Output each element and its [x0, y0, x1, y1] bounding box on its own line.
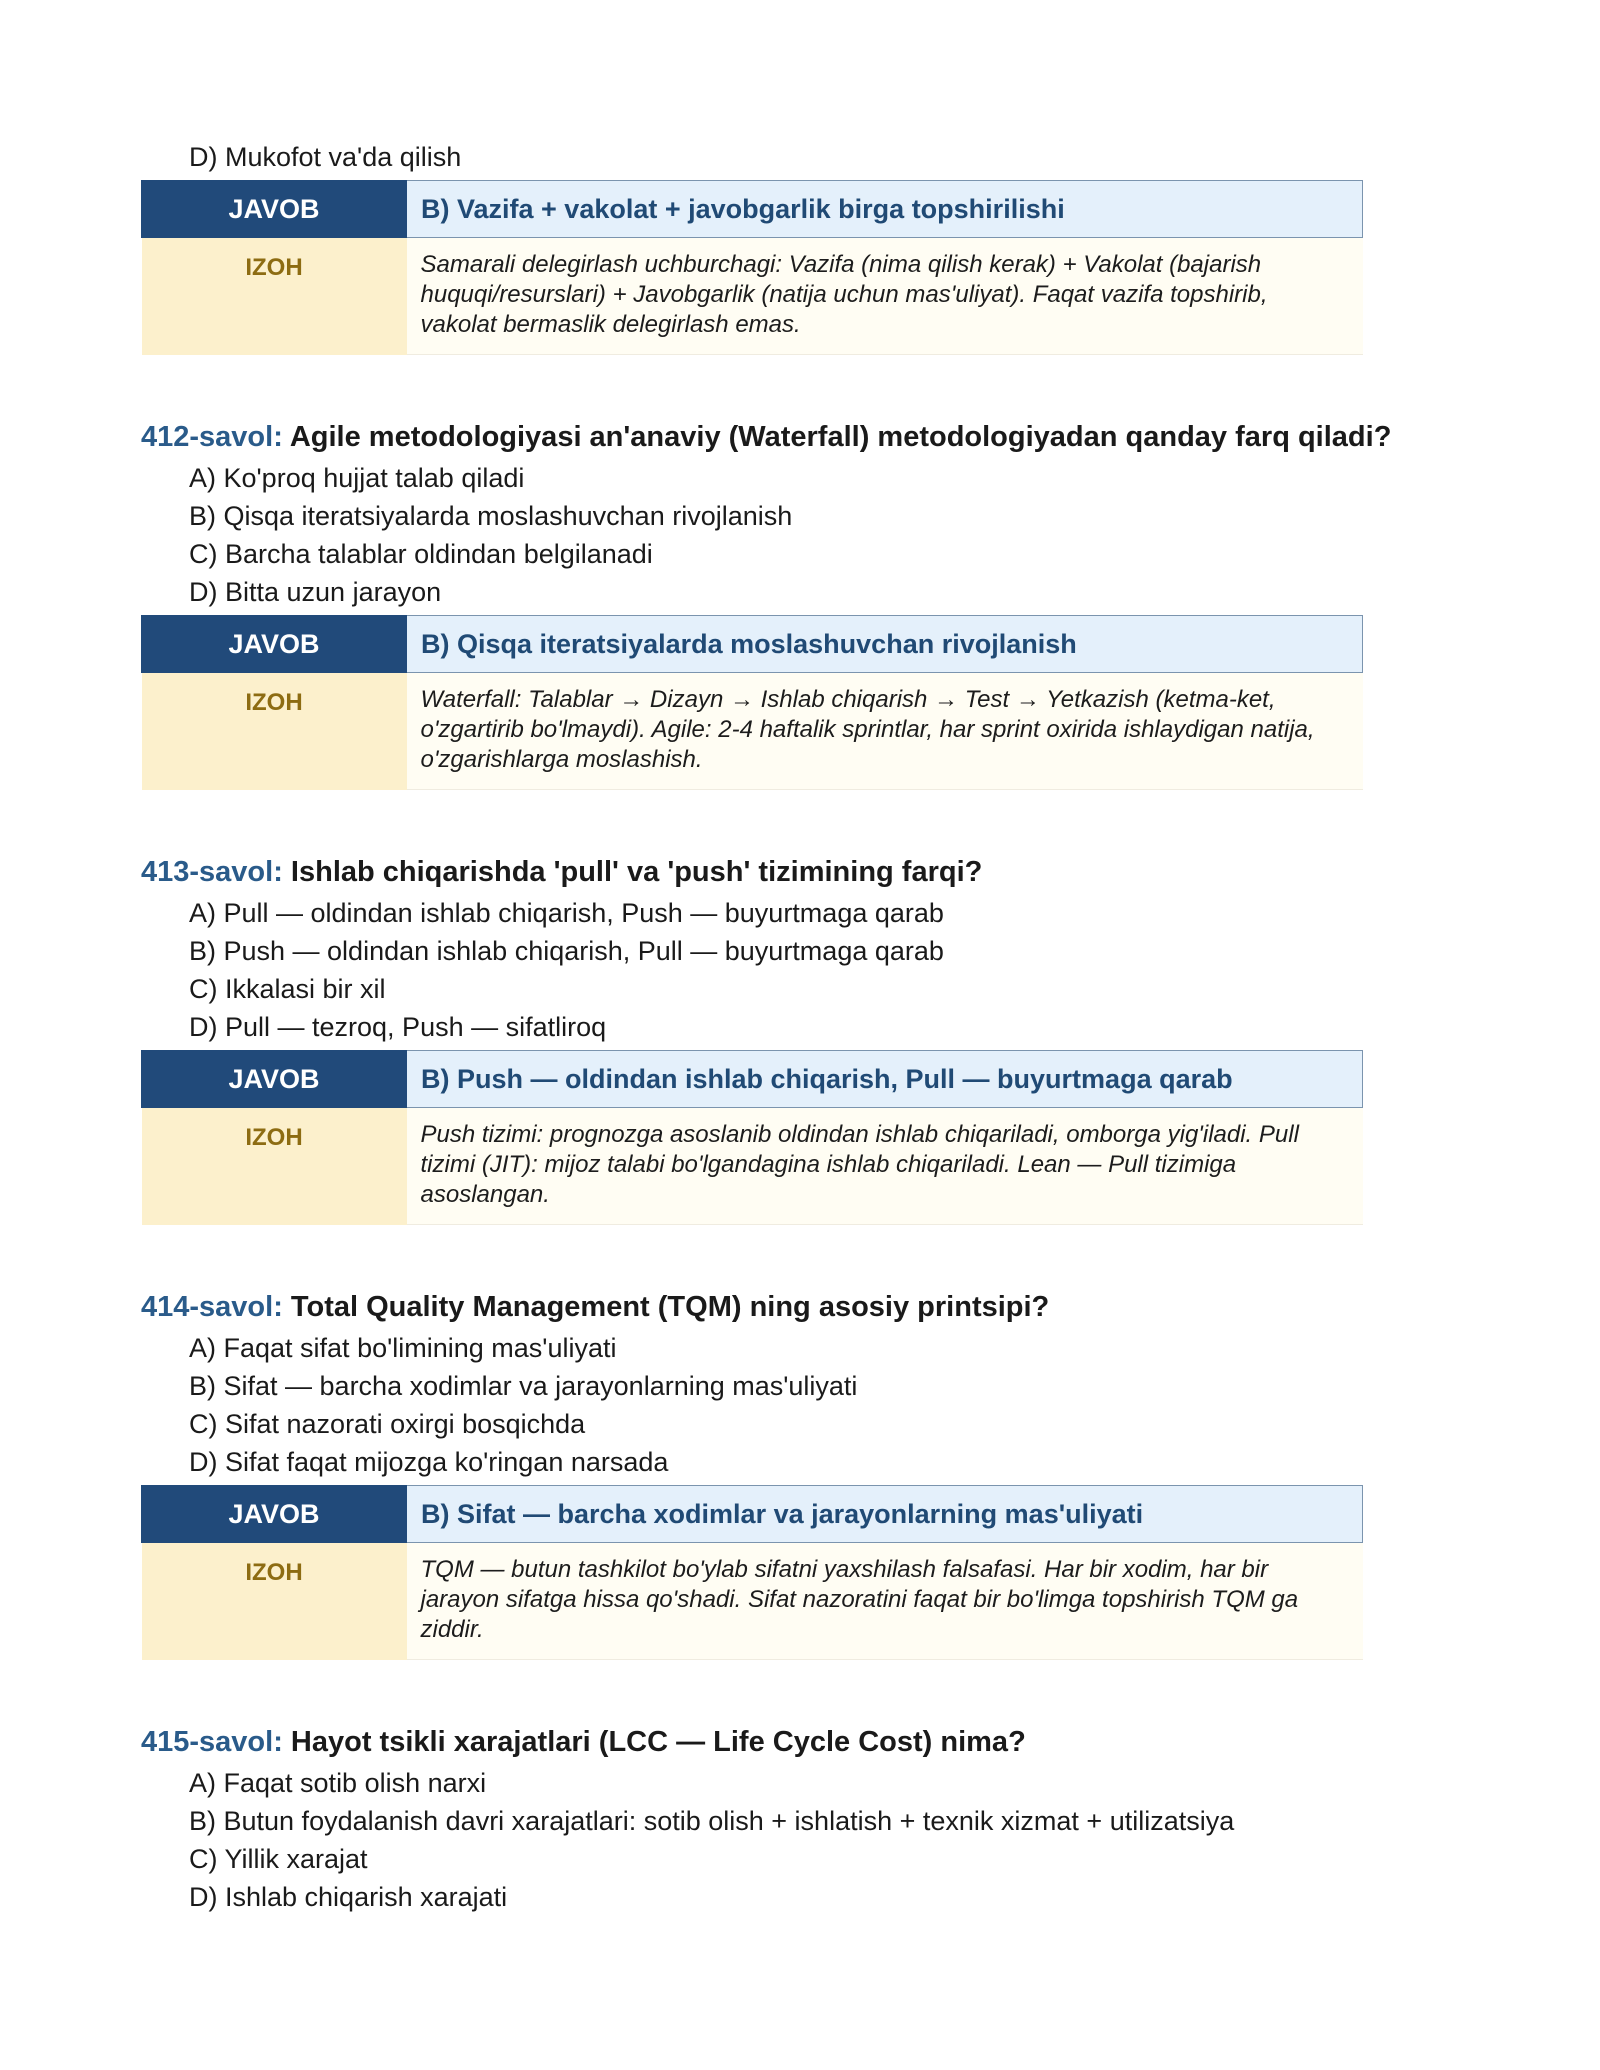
document-page [141, 138, 1401, 1916]
answer-table [141, 1485, 1363, 1660]
answer-text: B) Push — oldindan ishlab chiqarish, Pull — buyurtmaga qarab [407, 1051, 1363, 1108]
question-text: Total Quality Management (TQM) ning asosiy printsipi? [290, 1291, 1050, 1323]
question-number: 412-savol: [141, 421, 283, 453]
javob-label: JAVOB [142, 1486, 407, 1543]
explanation-text: Waterfall: Talablar → Dizayn → Ishlab chiqarish → Test → Yetkazish (ketma-ket, o'zgartirib bo'lmaydi). Agile: 2-4 haftalik sprintlar, har sprint oxirida ishlaydigan natija, o'zgarishlarga moslashish. [407, 673, 1363, 790]
option-a: A) Ko'proq hujjat talab qiladi [189, 463, 525, 493]
question-text: Ishlab chiqarishda 'pull' va 'push' tizimining farqi? [290, 856, 983, 888]
option-d: D) Mukofot va'da qilish [189, 142, 462, 172]
question-number: 415-savol: [141, 1726, 283, 1758]
question-text: Hayot tsikli xarajatlari (LCC — Life Cycle Cost) nima? [290, 1726, 1026, 1758]
answer-text: B) Vazifa + vakolat + javobgarlik birga topshirilishi [407, 181, 1363, 238]
izoh-label: IZOH [142, 673, 407, 790]
option-c: C) Barcha talablar oldindan belgilanadi [189, 539, 653, 569]
option-b: B) Butun foydalanish davri xarajatlari: sotib olish + ishlatish + texnik xizmat + utilizatsiya [189, 1806, 1235, 1836]
answer-text: B) Sifat — barcha xodimlar va jarayonlarning mas'uliyati [407, 1486, 1363, 1543]
answer-text: B) Qisqa iteratsiyalarda moslashuvchan rivojlanish [407, 616, 1363, 673]
explanation-text: TQM — butun tashkilot bo'ylab sifatni yaxshilash falsafasi. Har bir xodim, har bir jarayon sifatga hissa qo'shadi. Sifat nazoratini faqat bir bo'limga topshirish TQM ga ziddir. [407, 1543, 1363, 1660]
explanation-text: Samarali delegirlash uchburchagi: Vazifa (nima qilish kerak) + Vakolat (bajarish huquqi/resurslari) + Javobgarlik (natija uchun mas'uliyat). Faqat vazifa topshirib, vakolat bermaslik delegirlash emas. [407, 238, 1363, 355]
izoh-label: IZOH [142, 1108, 407, 1225]
question-412 [141, 419, 1401, 455]
javob-label: JAVOB [142, 1051, 407, 1108]
option-c: C) Yillik xarajat [189, 1844, 368, 1874]
option-d: D) Sifat faqat mijozga ko'ringan narsada [189, 1447, 669, 1477]
option-a: A) Pull — oldindan ishlab chiqarish, Push — buyurtmaga qarab [189, 898, 944, 928]
option-d: D) Pull — tezroq, Push — sifatliroq [189, 1012, 607, 1042]
izoh-label: IZOH [142, 1543, 407, 1660]
answer-table [141, 1050, 1363, 1225]
question-415 [141, 1724, 1401, 1760]
option-d: D) Bitta uzun jarayon [189, 577, 442, 607]
javob-label: JAVOB [142, 181, 407, 238]
option-a: A) Faqat sotib olish narxi [189, 1768, 487, 1798]
option-b: B) Push — oldindan ishlab chiqarish, Pull — buyurtmaga qarab [189, 936, 944, 966]
option-d: D) Ishlab chiqarish xarajati [189, 1882, 508, 1912]
explanation-text: Push tizimi: prognozga asoslanib oldindan ishlab chiqariladi, omborga yig'iladi. Pull tizimi (JIT): mijoz talabi bo'lgandagina ishlab chiqariladi. Lean — Pull tizimiga asoslangan. [407, 1108, 1363, 1225]
javob-label: JAVOB [142, 616, 407, 673]
answer-table [141, 615, 1363, 790]
question-414 [141, 1289, 1401, 1325]
question-number: 413-savol: [141, 856, 283, 888]
option-c: C) Ikkalasi bir xil [189, 974, 386, 1004]
question-413 [141, 854, 1401, 890]
question-text: Agile metodologiyasi an'anaviy (Waterfall) metodologiyadan qanday farq qiladi? [289, 421, 1392, 453]
option-b: B) Sifat — barcha xodimlar va jarayonlarning mas'uliyati [189, 1371, 858, 1401]
option-c: C) Sifat nazorati oxirgi bosqichda [189, 1409, 586, 1439]
answer-table [141, 180, 1363, 355]
izoh-label: IZOH [142, 238, 407, 355]
option-a: A) Faqat sifat bo'limining mas'uliyati [189, 1333, 617, 1363]
option-b: B) Qisqa iteratsiyalarda moslashuvchan rivojlanish [189, 501, 793, 531]
question-number: 414-savol: [141, 1291, 283, 1323]
